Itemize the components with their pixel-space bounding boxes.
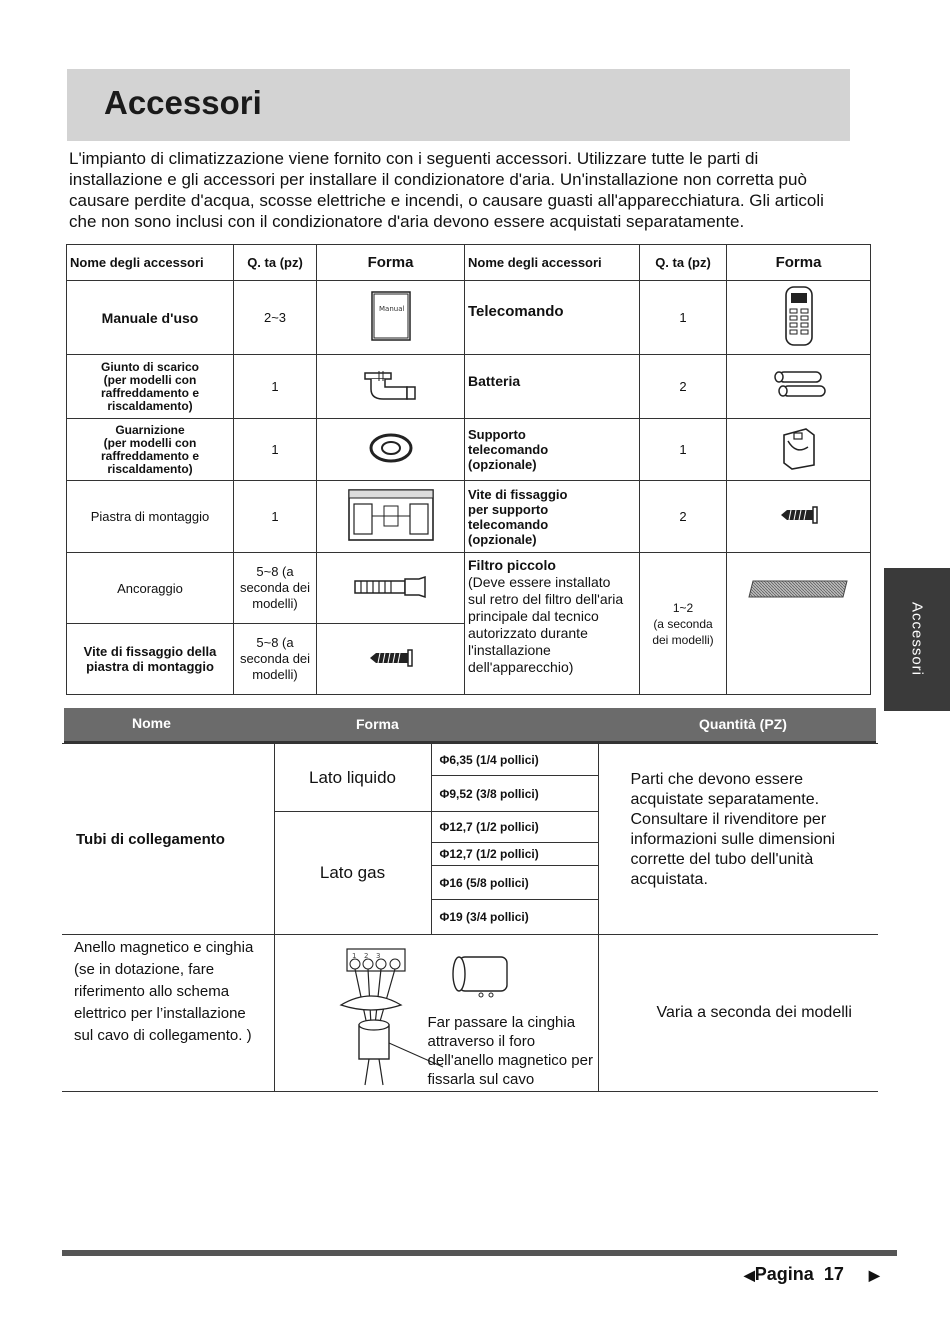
accessory-name: Piastra di montaggio <box>67 481 234 553</box>
table-header-row <box>67 245 871 281</box>
table-row <box>62 935 878 1092</box>
ring-name: Anello magnetico e cinghia (se in dotazione, fare riferimento allo schema elettrico per l’installazione sul cavo di collegamento. ) <box>62 935 274 1092</box>
screw-icon <box>727 481 871 553</box>
gas-side-label: Lato gas <box>274 812 431 935</box>
pipe-size: Φ9,52 (3/8 pollici) <box>431 776 598 812</box>
accessory-qty: 5~8 (a seconda dei modelli) <box>234 553 317 624</box>
terminal-label: 3 <box>375 952 380 960</box>
pipe-size: Φ6,35 (1/4 pollici) <box>431 744 598 776</box>
next-page-icon[interactable]: ▶ <box>868 1267 880 1283</box>
accessory-qty: 1~2 (a seconda dei modelli) <box>640 553 727 695</box>
manual-booklet-icon <box>317 281 465 355</box>
liquid-side-label: Lato liquido <box>274 744 431 812</box>
intro-paragraph: L'impianto di climatizzazione viene fornito con i seguenti accessori. Utilizzare tutte le parti di installazione e gli accessori per installare il condizionatore d'aria. Un'installazione non corretta può causare perdite d'acqua, scosse elettriche e incendi, o causare guasti all'apparecchiatura. Gli articoli che non sono inclusi con il condizionatore d'aria devono essere acquistati separatamente. <box>69 149 824 231</box>
footer-bar <box>62 1250 897 1256</box>
accessories-table <box>66 244 871 695</box>
header-cell: Q. ta (pz) <box>234 245 317 281</box>
accessory-qty: 2 <box>640 481 727 553</box>
prev-page-icon[interactable]: ◀ <box>744 1267 755 1283</box>
page-label: Pagina <box>754 1264 814 1284</box>
remote-holder-icon <box>727 419 871 481</box>
table-row <box>67 553 871 624</box>
pipe-size: Φ12,7 (1/2 pollici) <box>431 812 598 843</box>
pipes-qty: Parti che devono essere acquistate separatamente. Consultare il rivenditore per informazioni sulle dimensioni corrette del tubo dell'unità acquistata. <box>598 744 878 935</box>
accessory-qty: 1 <box>640 281 727 355</box>
pipe-size: Φ12,7 (1/2 pollici) <box>431 843 598 866</box>
table-row <box>67 281 871 355</box>
battery-icon <box>727 355 871 419</box>
side-tab[interactable] <box>884 568 950 711</box>
accessory-name: Batteria <box>465 355 640 419</box>
accessory-name: Manuale d'uso <box>67 281 234 355</box>
page-title: Accessori <box>104 84 262 121</box>
remote-control-icon <box>727 281 871 355</box>
accessory-description: (Deve essere installato sul retro del filtro dell'aria principale dal tecnico autorizzato durante l'installazione dell'apparecchio) <box>468 574 624 675</box>
screw-icon <box>317 624 465 695</box>
table-row <box>67 355 871 419</box>
header-cell: Nome degli accessori <box>465 245 640 281</box>
accessory-qty: 2~3 <box>234 281 317 355</box>
pipes-name: Tubi di collegamento <box>62 744 274 935</box>
seal-ring-icon <box>317 419 465 481</box>
header-cell: Forma <box>356 716 399 732</box>
mounting-plate-icon <box>317 481 465 553</box>
page-indicator <box>744 1264 880 1285</box>
side-tab-label: Accessori <box>908 601 926 677</box>
manual-label: Manual <box>378 305 404 313</box>
drain-joint-icon <box>317 355 465 419</box>
header-cell: Quantità (PZ) <box>699 716 787 732</box>
pipes-table <box>62 743 878 1092</box>
header-cell: Forma <box>317 245 465 281</box>
accessory-qty: 1 <box>234 419 317 481</box>
accessory-name: Filtro piccolo <box>468 557 556 573</box>
accessory-name: Guarnizione (per modelli con raffreddamento e riscaldamento) <box>67 419 234 481</box>
accessory-name: Vite di fissaggio per supporto telecomando (opzionale) <box>465 481 640 553</box>
accessory-qty: 5~8 (a seconda dei modelli) <box>234 624 317 695</box>
header-cell: Forma <box>727 245 871 281</box>
pipes-table-header <box>64 708 876 743</box>
ring-shape-cell <box>274 935 598 1092</box>
accessory-qty: 2 <box>640 355 727 419</box>
filter-icon <box>727 553 871 695</box>
table-row <box>67 419 871 481</box>
page-number: 17 <box>823 1264 844 1284</box>
ring-qty: Varia a seconda dei modelli <box>598 935 878 1092</box>
accessory-qty: 1 <box>640 419 727 481</box>
table-row <box>62 744 878 776</box>
header-cell: Q. ta (pz) <box>640 245 727 281</box>
accessory-name: Supporto telecomando (opzionale) <box>465 419 640 481</box>
accessory-name: Vite di fissaggio della piastra di montaggio <box>67 624 234 695</box>
pipe-size: Φ16 (5/8 pollici) <box>431 866 598 900</box>
header-cell: Nome degli accessori <box>67 245 234 281</box>
table-row <box>67 481 871 553</box>
anchor-icon <box>317 553 465 624</box>
accessory-qty: 1 <box>234 355 317 419</box>
pipe-size: Φ19 (3/4 pollici) <box>431 900 598 935</box>
terminal-label: 2 <box>363 952 368 960</box>
accessory-name: Giunto di scarico (per modelli con raffreddamento e riscaldamento) <box>67 355 234 419</box>
accessory-name: Ancoraggio <box>67 553 234 624</box>
accessory-qty: 1 <box>234 481 317 553</box>
header-cell: Nome <box>132 715 171 731</box>
filter-name-cell <box>465 553 640 695</box>
accessory-name: Telecomando <box>465 281 640 355</box>
ring-note: Far passare la cinghia attraverso il foro dell'anello magnetico per fissarla sul cavo <box>427 1014 593 1088</box>
terminal-label: 1 <box>351 952 356 960</box>
